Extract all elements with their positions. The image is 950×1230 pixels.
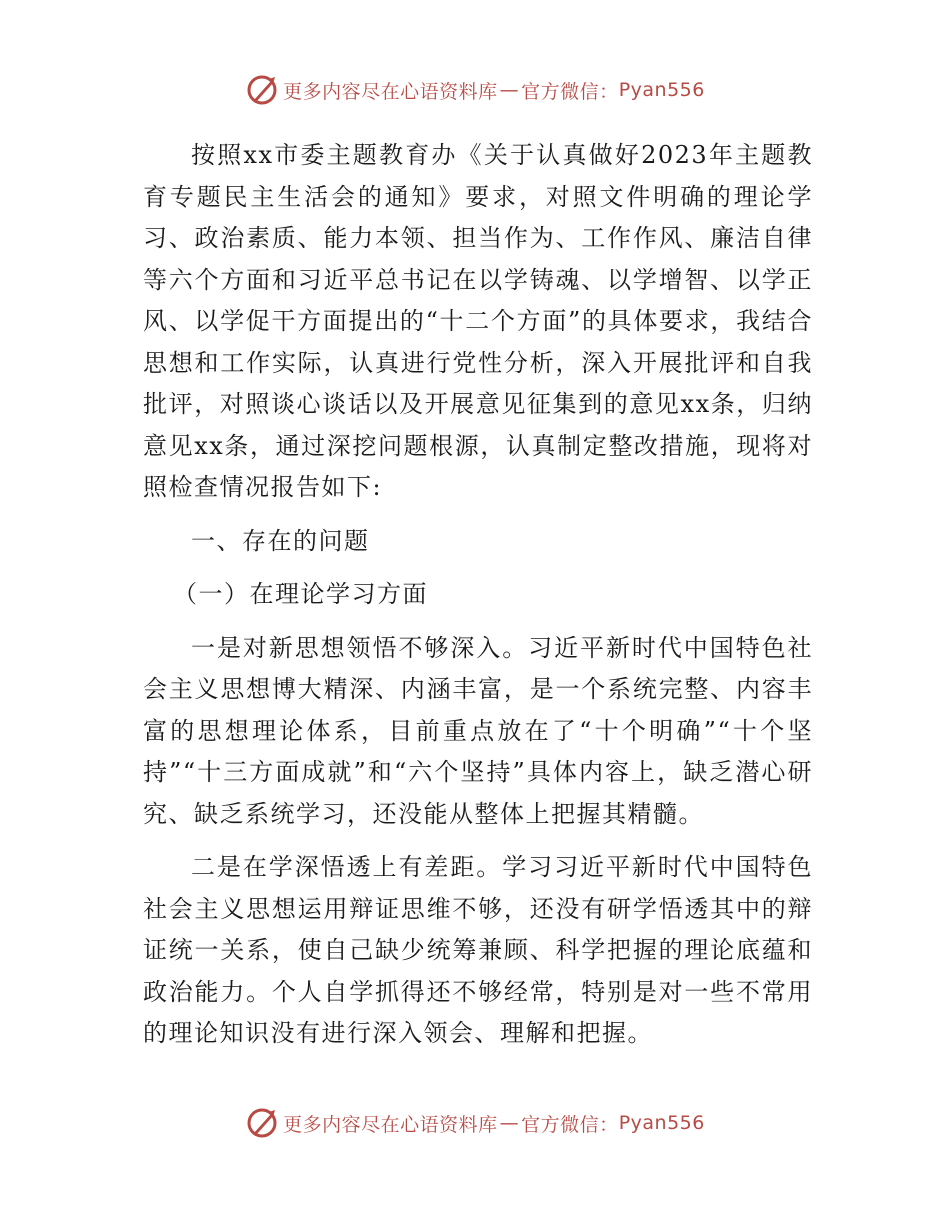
intro-paragraph: 按照xx市委主题教育办《关于认真做好2023年主题教育专题民主生活会的通知》要求，对照文件明确的理论学习、政治素质、能力本领、担当作为、工作作风、廉洁自律等六个方面和习近平总书记在以学铸魂、以学增智、以学正风、以学促干方面提出的“十二个方面”的具体要求，我结合思想和工作实际，认真进行党性分析，深入开展批评和自我批评，对照谈心谈话以及开展意见征集到的意见xx条，归纳意见xx条，通过深挖问题根源，认真制定整改措施，现将对照检查情况报告如下: bbox=[143, 141, 813, 501]
header-banner bbox=[0, 70, 950, 110]
point-one-paragraph: 一是对新思想领悟不够深入。习近平新时代中国特色社会主义思想博大精深、内涵丰富，是一个系统完整、内容丰富的思想理论体系，目前重点放在了“十个明确”“十个坚持”“十三方面成就”和“六个坚持”具体内容上，缺乏潜心研究、缺乏系统学习，还没能从整体上把握其精髓。 bbox=[143, 633, 813, 828]
footer-banner bbox=[0, 1103, 950, 1143]
subsection-heading: （一）在理论学习方面 bbox=[173, 580, 428, 608]
banner-wechat-id: Pyan556 bbox=[618, 79, 705, 101]
quill-pen-logo-icon bbox=[245, 1106, 279, 1140]
document-body bbox=[143, 135, 813, 1055]
banner-wechat-id: Pyan556 bbox=[618, 1112, 705, 1134]
quill-pen-logo-icon bbox=[245, 73, 279, 107]
banner-text: 更多内容尽在心语资料库 bbox=[283, 80, 498, 103]
banner-text: 更多内容尽在心语资料库 bbox=[283, 1113, 498, 1136]
banner-separator: — bbox=[499, 79, 520, 101]
banner-separator: — bbox=[499, 1112, 520, 1134]
section-heading: 一、存在的问题 bbox=[191, 526, 370, 555]
banner-contact: 官方微信： bbox=[521, 1113, 619, 1136]
banner-contact: 官方微信： bbox=[521, 80, 619, 103]
point-two-paragraph: 二是在学深悟透上有差距。学习习近平新时代中国特色社会主义思想运用辩证思维不够，还没有研学悟透其中的辩证统一关系，使自己缺少统筹兼顾、科学把握的理论底蕴和政治能力。个人自学抓得还不够经常，特别是对一些不常用的理论知识没有进行深入领会、理解和把握。 bbox=[143, 853, 813, 1047]
